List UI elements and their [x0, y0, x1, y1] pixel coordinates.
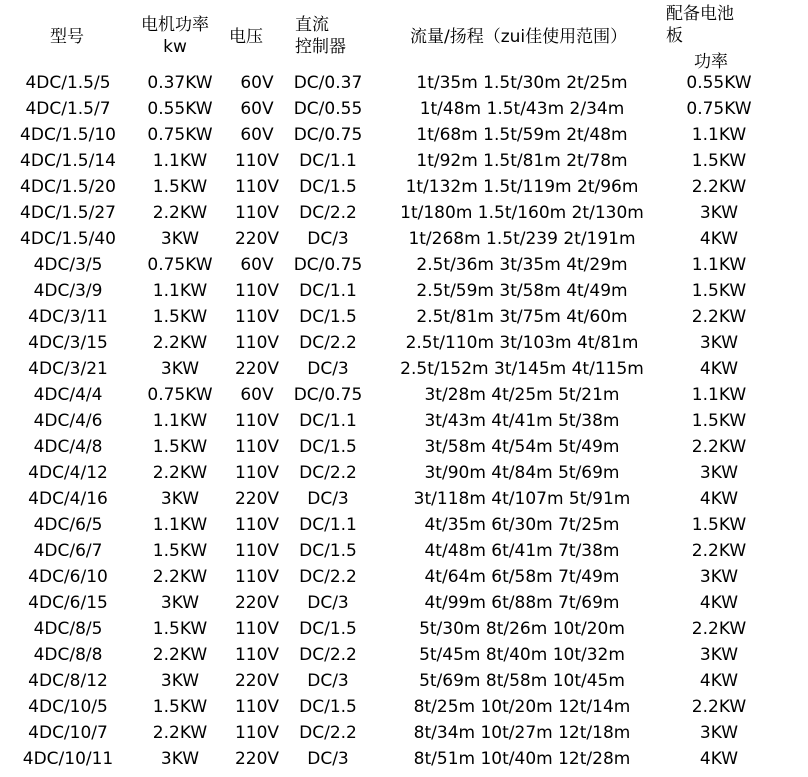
dc-controller-cell: DC/0.37 [293, 73, 363, 93]
dc-controller-cell: DC/3 [307, 359, 349, 379]
header-voltage-label: 电压 [229, 27, 263, 47]
flow-head-cell: 1t/68m 1.5t/59m 2t/48m [416, 125, 628, 145]
model-cell: 4DC/8/8 [33, 645, 103, 665]
dc-controller-cell: DC/2.2 [299, 645, 357, 665]
model-cell: 4DC/3/11 [28, 307, 108, 327]
model-cell: 4DC/1.5/20 [20, 177, 116, 197]
voltage-cell: 110V [234, 463, 280, 483]
header-dc-line2: 控制器 [295, 37, 346, 57]
voltage-cell: 110V [234, 723, 280, 743]
battery-power-cell: 1.1KW [691, 255, 747, 275]
battery-power-cell: 1.5KW [691, 515, 747, 535]
header-battery-power [666, 3, 734, 73]
voltage-cell: 220V [234, 489, 280, 509]
motor-power-cell: 0.37KW [147, 73, 213, 93]
battery-power-cell: 2.2KW [691, 307, 747, 327]
battery-power-cell: 4KW [699, 749, 739, 769]
model-cell: 4DC/1.5/5 [25, 73, 111, 93]
battery-power-cell: 4KW [699, 489, 739, 509]
motor-power-cell: 3KW [160, 671, 200, 691]
motor-power-cell: 2.2KW [152, 203, 208, 223]
dc-controller-cell: DC/0.55 [293, 99, 363, 119]
dc-controller-cell: DC/2.2 [299, 723, 357, 743]
voltage-cell: 60V [240, 73, 274, 93]
table-row [0, 200, 808, 226]
table-row [0, 538, 808, 564]
motor-power-cell: 2.2KW [152, 463, 208, 483]
dc-controller-cell: DC/1.1 [299, 151, 357, 171]
motor-power-cell: 2.2KW [152, 723, 208, 743]
battery-power-cell: 1.1KW [691, 125, 747, 145]
model-cell: 4DC/1.5/7 [25, 99, 111, 119]
table-row [0, 148, 808, 174]
dc-controller-cell: DC/3 [307, 593, 349, 613]
voltage-cell: 110V [234, 151, 280, 171]
header-flow-head-label: 流量/扬程（zui佳使用范围） [410, 27, 628, 47]
dc-controller-cell: DC/3 [307, 229, 349, 249]
model-cell: 4DC/1.5/14 [20, 151, 116, 171]
motor-power-cell: 2.2KW [152, 333, 208, 353]
voltage-cell: 220V [234, 593, 280, 613]
voltage-cell: 220V [234, 359, 280, 379]
motor-power-cell: 1.1KW [152, 281, 208, 301]
battery-power-cell: 3KW [699, 333, 739, 353]
voltage-cell: 110V [234, 281, 280, 301]
model-cell: 4DC/4/4 [33, 385, 103, 405]
header-model [50, 26, 84, 48]
flow-head-cell: 1t/180m 1.5t/160m 2t/130m [400, 203, 644, 223]
model-cell: 4DC/4/8 [33, 437, 103, 457]
dc-controller-cell: DC/0.75 [293, 385, 363, 405]
flow-head-cell: 2.5t/36m 3t/35m 4t/29m [416, 255, 628, 275]
table-row [0, 226, 808, 252]
table-row [0, 590, 808, 616]
battery-power-cell: 0.55KW [686, 73, 752, 93]
battery-power-cell: 3KW [699, 203, 739, 223]
flow-head-cell: 1t/92m 1.5t/81m 2t/78m [416, 151, 628, 171]
motor-power-cell: 2.2KW [152, 567, 208, 587]
flow-head-cell: 1t/268m 1.5t/239 2t/191m [408, 229, 636, 249]
motor-power-cell: 1.5KW [152, 697, 208, 717]
table-row [0, 96, 808, 122]
dc-controller-cell: DC/2.2 [299, 463, 357, 483]
battery-power-cell: 1.5KW [691, 281, 747, 301]
table-row [0, 70, 808, 96]
motor-power-cell: 1.5KW [152, 437, 208, 457]
flow-head-cell: 4t/35m 6t/30m 7t/25m [424, 515, 620, 535]
table-row [0, 460, 808, 486]
model-cell: 4DC/10/5 [28, 697, 108, 717]
dc-controller-cell: DC/2.2 [299, 333, 357, 353]
battery-power-cell: 2.2KW [691, 619, 747, 639]
battery-power-cell: 2.2KW [691, 697, 747, 717]
header-battery-line1: 配备电池 [666, 4, 734, 24]
table-row [0, 174, 808, 200]
flow-head-cell: 8t/25m 10t/20m 12t/14m [413, 697, 631, 717]
flow-head-cell: 3t/28m 4t/25m 5t/21m [424, 385, 620, 405]
voltage-cell: 60V [240, 385, 274, 405]
battery-power-cell: 3KW [699, 723, 739, 743]
dc-controller-cell: DC/1.5 [299, 697, 357, 717]
model-cell: 4DC/6/5 [33, 515, 103, 535]
voltage-cell: 110V [234, 619, 280, 639]
voltage-cell: 110V [234, 567, 280, 587]
motor-power-cell: 3KW [160, 359, 200, 379]
table-row [0, 720, 808, 746]
battery-power-cell: 4KW [699, 671, 739, 691]
flow-head-cell: 3t/58m 4t/54m 5t/49m [424, 437, 620, 457]
dc-controller-cell: DC/1.5 [299, 177, 357, 197]
flow-head-cell: 5t/45m 8t/40m 10t/32m [419, 645, 625, 665]
table-row [0, 668, 808, 694]
model-cell: 4DC/6/7 [33, 541, 103, 561]
motor-power-cell: 0.75KW [147, 125, 213, 145]
voltage-cell: 110V [234, 307, 280, 327]
motor-power-cell: 1.5KW [152, 307, 208, 327]
voltage-cell: 110V [234, 697, 280, 717]
motor-power-cell: 3KW [160, 229, 200, 249]
header-battery-line2: 板 [666, 26, 683, 46]
header-dc-line1: 直流 [295, 15, 329, 35]
flow-head-cell: 2.5t/152m 3t/145m 4t/115m [400, 359, 644, 379]
battery-power-cell: 2.2KW [691, 177, 747, 197]
flow-head-cell: 8t/34m 10t/27m 12t/18m [413, 723, 631, 743]
model-cell: 4DC/1.5/40 [20, 229, 116, 249]
flow-head-cell: 4t/99m 6t/88m 7t/69m [424, 593, 620, 613]
flow-head-cell: 4t/48m 6t/41m 7t/38m [424, 541, 620, 561]
flow-head-cell: 1t/35m 1.5t/30m 2t/25m [416, 73, 628, 93]
model-cell: 4DC/4/16 [28, 489, 108, 509]
model-cell: 4DC/4/6 [33, 411, 103, 431]
header-flow-head [410, 26, 627, 48]
table-row [0, 330, 808, 356]
voltage-cell: 110V [234, 411, 280, 431]
header-motor-power-line2: kw [163, 37, 187, 57]
table-row [0, 122, 808, 148]
table-row [0, 252, 808, 278]
battery-power-cell: 2.2KW [691, 541, 747, 561]
battery-power-cell: 2.2KW [691, 437, 747, 457]
flow-head-cell: 3t/43m 4t/41m 5t/38m [424, 411, 620, 431]
voltage-cell: 110V [234, 541, 280, 561]
model-cell: 4DC/1.5/27 [20, 203, 116, 223]
flow-head-cell: 2.5t/81m 3t/75m 4t/60m [416, 307, 628, 327]
table-row [0, 304, 808, 330]
flow-head-cell: 3t/118m 4t/107m 5t/91m [413, 489, 631, 509]
battery-power-cell: 1.1KW [691, 385, 747, 405]
motor-power-cell: 1.1KW [152, 151, 208, 171]
motor-power-cell: 2.2KW [152, 645, 208, 665]
motor-power-cell: 3KW [160, 749, 200, 769]
voltage-cell: 60V [240, 125, 274, 145]
dc-controller-cell: DC/1.5 [299, 437, 357, 457]
motor-power-cell: 3KW [160, 593, 200, 613]
voltage-cell: 220V [234, 229, 280, 249]
table-row [0, 616, 808, 642]
table-row [0, 564, 808, 590]
dc-controller-cell: DC/1.5 [299, 307, 357, 327]
voltage-cell: 60V [240, 255, 274, 275]
table-row [0, 382, 808, 408]
dc-controller-cell: DC/3 [307, 749, 349, 769]
model-cell: 4DC/10/7 [28, 723, 108, 743]
dc-controller-cell: DC/3 [307, 489, 349, 509]
battery-power-cell: 1.5KW [691, 411, 747, 431]
voltage-cell: 110V [234, 645, 280, 665]
header-motor-power [138, 14, 212, 58]
model-cell: 4DC/10/11 [22, 749, 114, 769]
table-row [0, 694, 808, 720]
model-cell: 4DC/8/12 [28, 671, 108, 691]
voltage-cell: 110V [234, 515, 280, 535]
table-row [0, 278, 808, 304]
table-row [0, 408, 808, 434]
table-row [0, 746, 808, 772]
dc-controller-cell: DC/2.2 [299, 203, 357, 223]
dc-controller-cell: DC/1.1 [299, 411, 357, 431]
battery-power-cell: 3KW [699, 567, 739, 587]
header-motor-power-line1: 电机功率 [141, 15, 209, 35]
motor-power-cell: 3KW [160, 489, 200, 509]
motor-power-cell: 1.5KW [152, 177, 208, 197]
motor-power-cell: 0.75KW [147, 385, 213, 405]
flow-head-cell: 2.5t/110m 3t/103m 4t/81m [405, 333, 639, 353]
table-row [0, 356, 808, 382]
motor-power-cell: 0.75KW [147, 255, 213, 275]
motor-power-cell: 1.5KW [152, 619, 208, 639]
battery-power-cell: 1.5KW [691, 151, 747, 171]
motor-power-cell: 1.1KW [152, 515, 208, 535]
voltage-cell: 110V [234, 203, 280, 223]
voltage-cell: 220V [234, 671, 280, 691]
dc-controller-cell: DC/1.1 [299, 281, 357, 301]
battery-power-cell: 3KW [699, 463, 739, 483]
battery-power-cell: 0.75KW [686, 99, 752, 119]
model-cell: 4DC/3/5 [33, 255, 103, 275]
motor-power-cell: 1.5KW [152, 541, 208, 561]
dc-controller-cell: DC/2.2 [299, 567, 357, 587]
motor-power-cell: 1.1KW [152, 411, 208, 431]
flow-head-cell: 5t/69m 8t/58m 10t/45m [419, 671, 625, 691]
flow-head-cell: 4t/64m 6t/58m 7t/49m [424, 567, 620, 587]
table-row [0, 486, 808, 512]
flow-head-cell: 1t/48m 1.5t/43m 2/34m [419, 99, 625, 119]
model-cell: 4DC/3/15 [28, 333, 108, 353]
table-row [0, 512, 808, 538]
header-model-label: 型号 [50, 27, 84, 47]
flow-head-cell: 1t/132m 1.5t/119m 2t/96m [405, 177, 639, 197]
flow-head-cell: 5t/30m 8t/26m 10t/20m [419, 619, 625, 639]
model-cell: 4DC/3/9 [33, 281, 103, 301]
dc-controller-cell: DC/0.75 [293, 125, 363, 145]
flow-head-cell: 3t/90m 4t/84m 5t/69m [424, 463, 620, 483]
voltage-cell: 110V [234, 177, 280, 197]
header-dc-controller [295, 14, 346, 58]
battery-power-cell: 4KW [699, 593, 739, 613]
battery-power-cell: 4KW [699, 359, 739, 379]
model-cell: 4DC/6/15 [28, 593, 108, 613]
model-cell: 4DC/8/5 [33, 619, 103, 639]
flow-head-cell: 8t/51m 10t/40m 12t/28m [413, 749, 631, 769]
battery-power-cell: 4KW [699, 229, 739, 249]
dc-controller-cell: DC/3 [307, 671, 349, 691]
dc-controller-cell: DC/1.5 [299, 619, 357, 639]
voltage-cell: 60V [240, 99, 274, 119]
table-row [0, 434, 808, 460]
table-row [0, 642, 808, 668]
model-cell: 4DC/4/12 [28, 463, 108, 483]
dc-controller-cell: DC/1.1 [299, 515, 357, 535]
dc-controller-cell: DC/0.75 [293, 255, 363, 275]
model-cell: 4DC/1.5/10 [20, 125, 116, 145]
dc-controller-cell: DC/1.5 [299, 541, 357, 561]
header-battery-line3: 功率 [694, 52, 728, 72]
voltage-cell: 110V [234, 333, 280, 353]
motor-power-cell: 0.55KW [147, 99, 213, 119]
model-cell: 4DC/6/10 [28, 567, 108, 587]
battery-power-cell: 3KW [699, 645, 739, 665]
flow-head-cell: 2.5t/59m 3t/58m 4t/49m [416, 281, 628, 301]
model-cell: 4DC/3/21 [28, 359, 108, 379]
header-voltage [229, 26, 263, 48]
voltage-cell: 220V [234, 749, 280, 769]
voltage-cell: 110V [234, 437, 280, 457]
